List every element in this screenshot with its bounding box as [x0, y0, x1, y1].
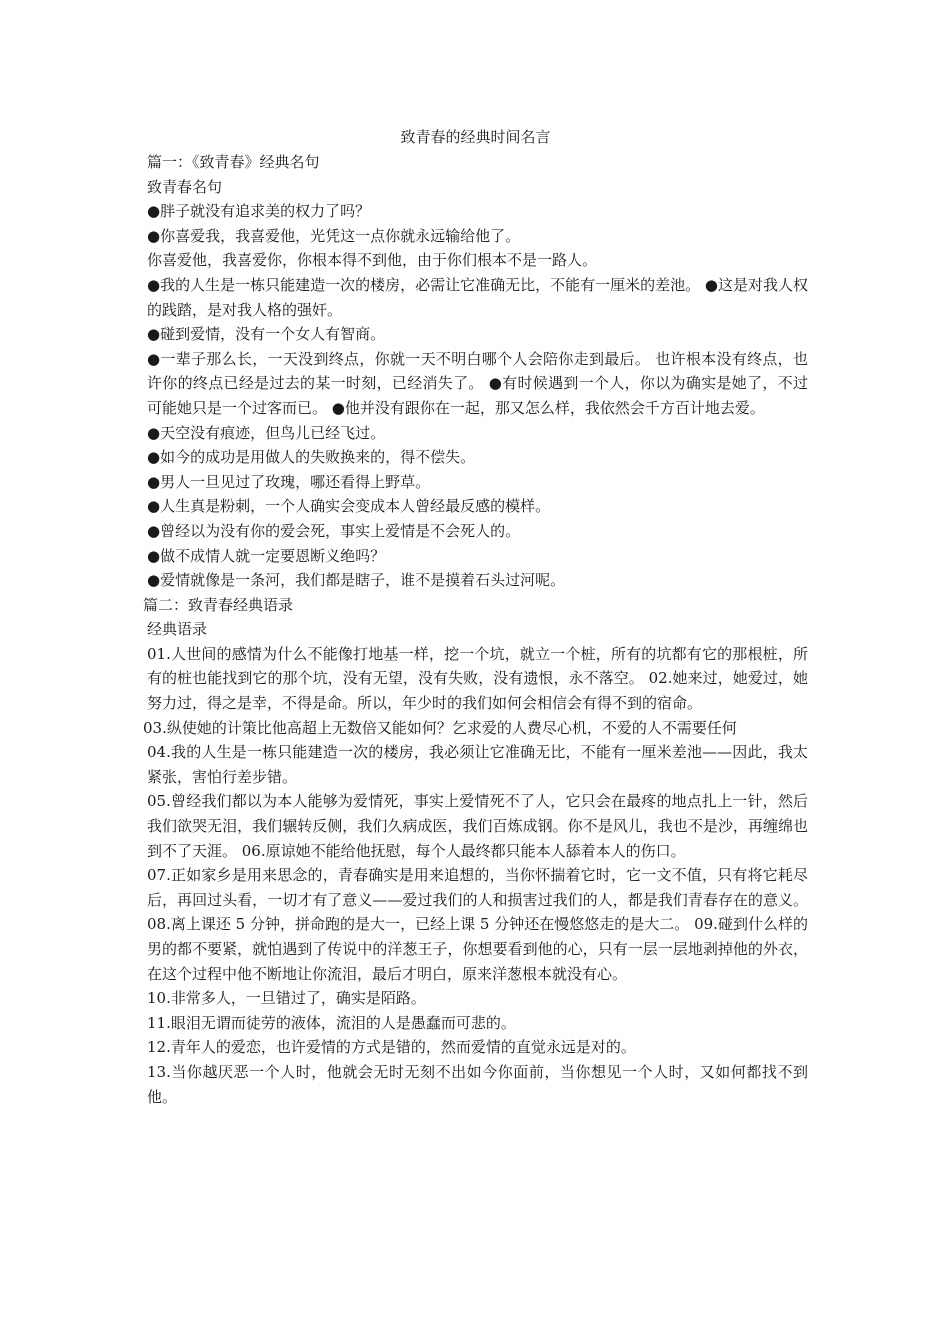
paragraph: ●我的人生是一栋只能建造一次的楼房，必需让它准确无比，不能有一厘米的差池。 ●这是对我人权的践踏，是对我人格的强奸。 — [147, 275, 808, 319]
paragraph: ●你喜爱我，我喜爱他，光凭这一点你就永远输给他了。 — [147, 226, 521, 245]
paragraph: ●碰到爱情，没有一个女人有智商。 — [147, 325, 386, 344]
paragraph: 05.曾经我们都以为本人能够为爱情死，事实上爱情死不了人，它只会在最疼的地点扎上一针，然后我们欲哭无泪，我们辗转反侧，我们久病成医，我们百炼成钢。你不是风儿，我也不是沙，再缠绵也到不了天涯。 06.原谅她不能给他抚慰，每个人最终都只能本人舔着本人的伤口。 — [147, 792, 808, 860]
paragraph: 经典语录 — [147, 620, 208, 639]
paragraph: ●曾经以为没有你的爱会死，事实上爱情是不会死人的。 — [147, 521, 521, 540]
paragraph: ●如今的成功是用做人的失败换来的，得不偿失。 — [147, 448, 476, 467]
paragraph: 01.人世间的感情为什么不能像打地基一样，挖一个坑，就立一个桩，所有的坑都有它的那根桩，所有的桩也能找到它的那个坑，没有无望，没有失败，没有遗恨，永不落空。 02.她来过，她爱过，她努力过，得之是幸，不得是命。所以，年少时的我们如何会相信会有得不到的宿命。 — [147, 644, 808, 713]
paragraph: 11.眼泪无谓而徒劳的液体，流泪的人是愚蠢而可悲的。 — [147, 1013, 516, 1032]
paragraph: 07.正如家乡是用来思念的，青春确实是用来追想的，当你怀揣着它时，它一文不值，只有将它耗尽后，再回过头看，一切才有了意义——爱过我们的人和损害过我们的人，都是我们青春存在的意义。 08.离上课还 5 分钟，拼命跑的是大一，已经上课 5 分钟还在慢悠悠走的是大二。 09.碰到什么样的男的都不要紧，就怕遇到了传说中的洋葱王子，你想要看到他的心，只有一层一层地剥掉他的外衣，在这个过程中他不断地让你流泪，最后才明白，原来洋葱根本就没有心。 — [147, 866, 808, 983]
paragraph: ●天空没有痕迹，但鸟儿已经飞过。 — [147, 423, 386, 442]
document-body — [143, 150, 808, 1109]
paragraph: ●男人一旦见过了玫瑰，哪还看得上野草。 — [147, 472, 431, 491]
paragraph: 03.纵使她的计策比他高超上无数倍又能如何？乞求爱的人费尽心机，不爱的人不需要任何 — [143, 718, 737, 737]
paragraph: 致青春名句 — [147, 177, 223, 196]
paragraph: 篇一：《致青春》经典名句 — [147, 153, 320, 171]
paragraph: 你喜爱他，我喜爱你，你根本得不到他，由于你们根本不是一路人。 — [147, 251, 598, 270]
paragraph: 12.青年人的爱恋，也许爱情的方式是错的，然而爱情的直觉永远是对的。 — [147, 1038, 636, 1057]
paragraph: 篇二：致青春经典语录 — [143, 595, 294, 614]
paragraph: ●一辈子那么长，一天没到终点，你就一天不明白哪个人会陪你走到最后。 也许根本没有终点，也许你的终点已经是过去的某一时刻，已经消失了。 ●有时候遇到一个人，你以为确实是她了，不过可能她只是一个过客而已。 ●他并没有跟你在一起，那又怎么样，我依然会千方百计地去爱。 — [147, 349, 808, 417]
paragraph: ●胖子就没有追求美的权力了吗？ — [147, 202, 371, 221]
paragraph: 04.我的人生是一栋只能建造一次的楼房，我必须让它准确无比，不能有一厘米差池——因此，我太紧张，害怕行差步错。 — [147, 743, 808, 786]
paragraph: ●爱情就像是一条河，我们都是瞎子，谁不是摸着石头过河呢。 — [147, 571, 566, 590]
paragraph: ●做不成情人就一定要恩断义绝吗？ — [147, 546, 386, 565]
paragraph: 13.当你越厌恶一个人时，他就会无时无刻不出如今你面前，当你想见一个人时，又如何都找不到他。 — [147, 1062, 808, 1106]
document-page — [143, 124, 808, 1109]
document-title: 致青春的经典时间名言 — [400, 128, 551, 146]
paragraph: 10.非常多人，一旦错过了，确实是陌路。 — [147, 989, 426, 1008]
paragraph: ●人生真是粉刺，一个人确实会变成本人曾经最反感的模样。 — [147, 497, 551, 516]
